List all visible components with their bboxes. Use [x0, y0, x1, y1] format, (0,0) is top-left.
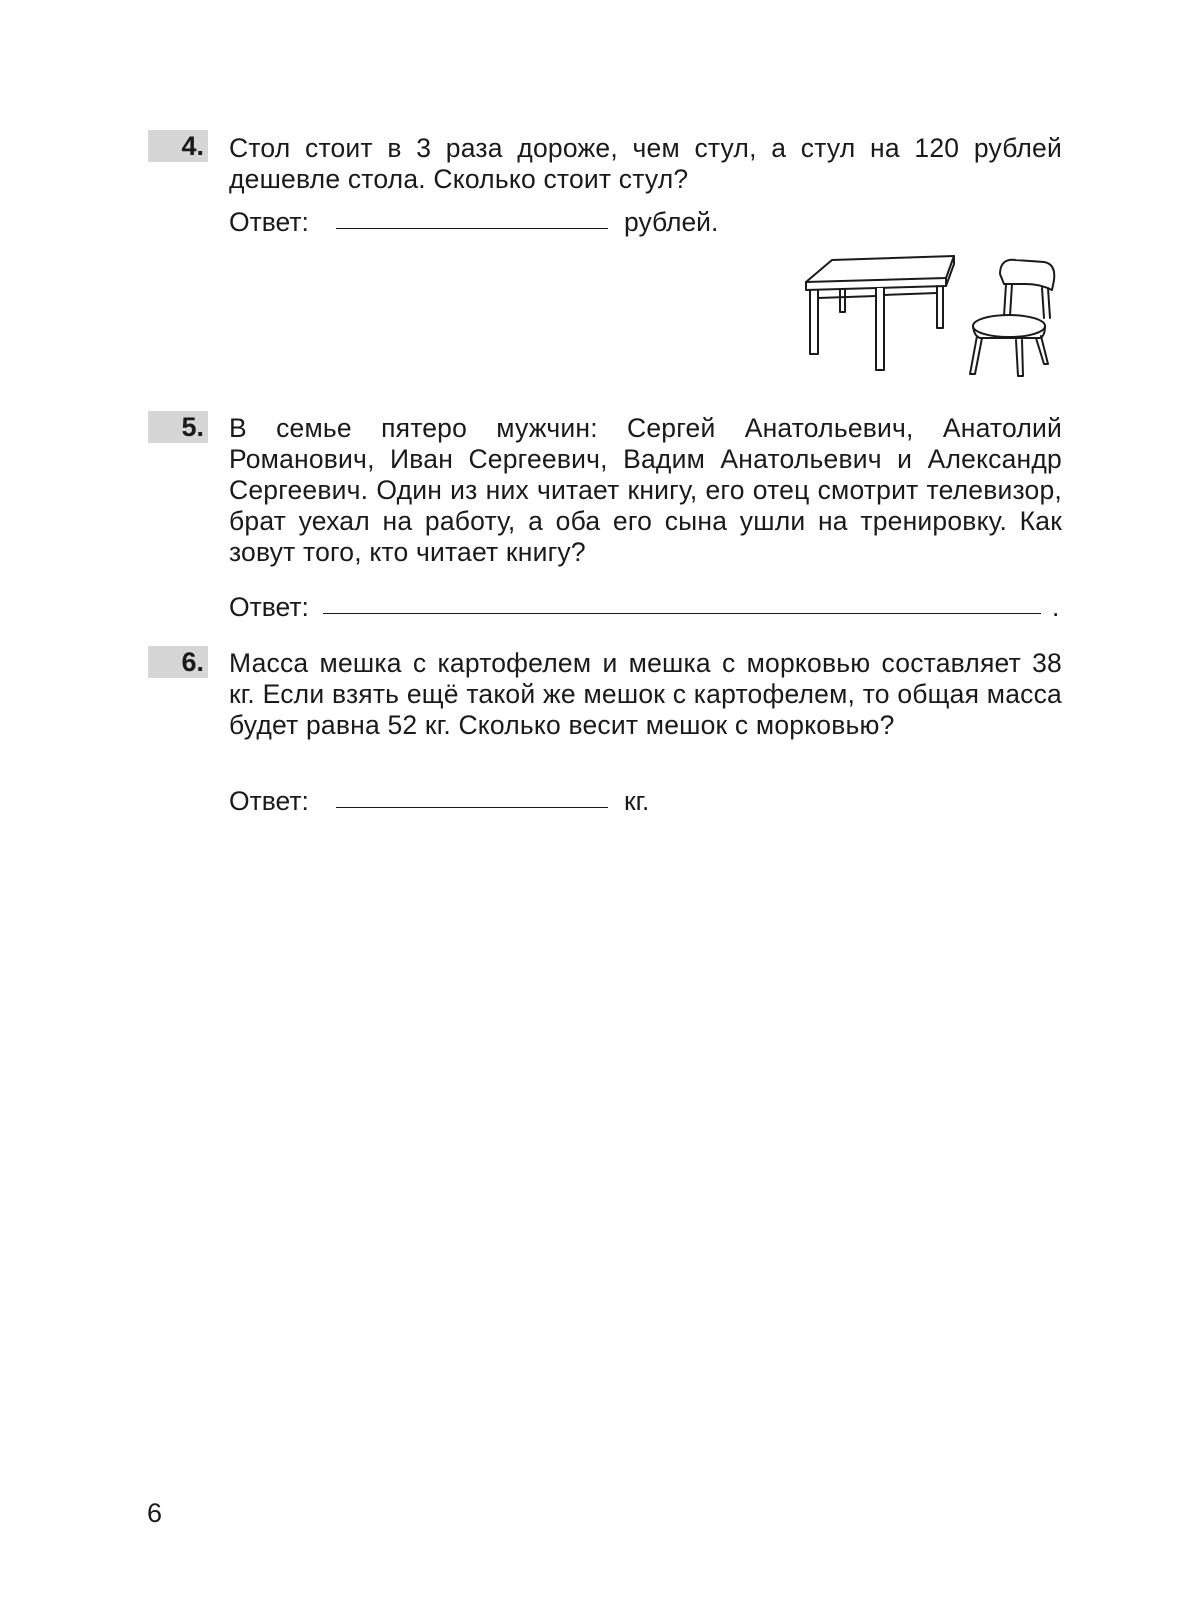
answer-label: Ответ: — [229, 207, 309, 237]
table-drawing — [806, 256, 954, 370]
task-text: В семье пятеро мужчин: Сергей Анатольевич, Анатолий Романович, Иван Сергеевич, Вадим Анатольевич и Александр Сергеевич. Один из них читает книгу, его отец смотрит телевизор, брат уехал на работу, а оба его сына ушли на тренировку. Как зовут того, кто читает книгу? — [229, 413, 1062, 567]
page-number: 6 — [147, 1498, 163, 1528]
answer-label: Ответ: — [229, 786, 309, 816]
answer-unit: рублей. — [624, 207, 719, 237]
answer-unit: . — [1052, 592, 1060, 622]
task-number-badge — [148, 411, 208, 443]
answer-line[interactable] — [323, 613, 1041, 614]
task-text: Стол стоит в 3 раза дороже, чем стул, а стул на 120 рублей дешевле стола. Сколько стоит стул? — [229, 133, 1062, 194]
task-number-badge — [148, 646, 208, 678]
task-number: 5. — [181, 412, 204, 442]
task-number: 4. — [181, 131, 204, 161]
answer-line[interactable] — [336, 807, 608, 808]
task-number-badge — [148, 130, 208, 162]
task-text: Масса мешка с картофелем и мешка с морковью составляет 38 кг. Если взять ещё такой же мешок с картофелем, то общая масса будет равна 52 кг. Сколько весит мешок с морковью? — [229, 648, 1062, 740]
task-number: 6. — [181, 647, 204, 677]
answer-label: Ответ: — [229, 592, 309, 622]
table-and-chair-illustration — [804, 254, 1064, 379]
chair-drawing — [970, 260, 1054, 376]
answer-unit: кг. — [624, 786, 650, 816]
answer-line[interactable] — [336, 228, 608, 229]
